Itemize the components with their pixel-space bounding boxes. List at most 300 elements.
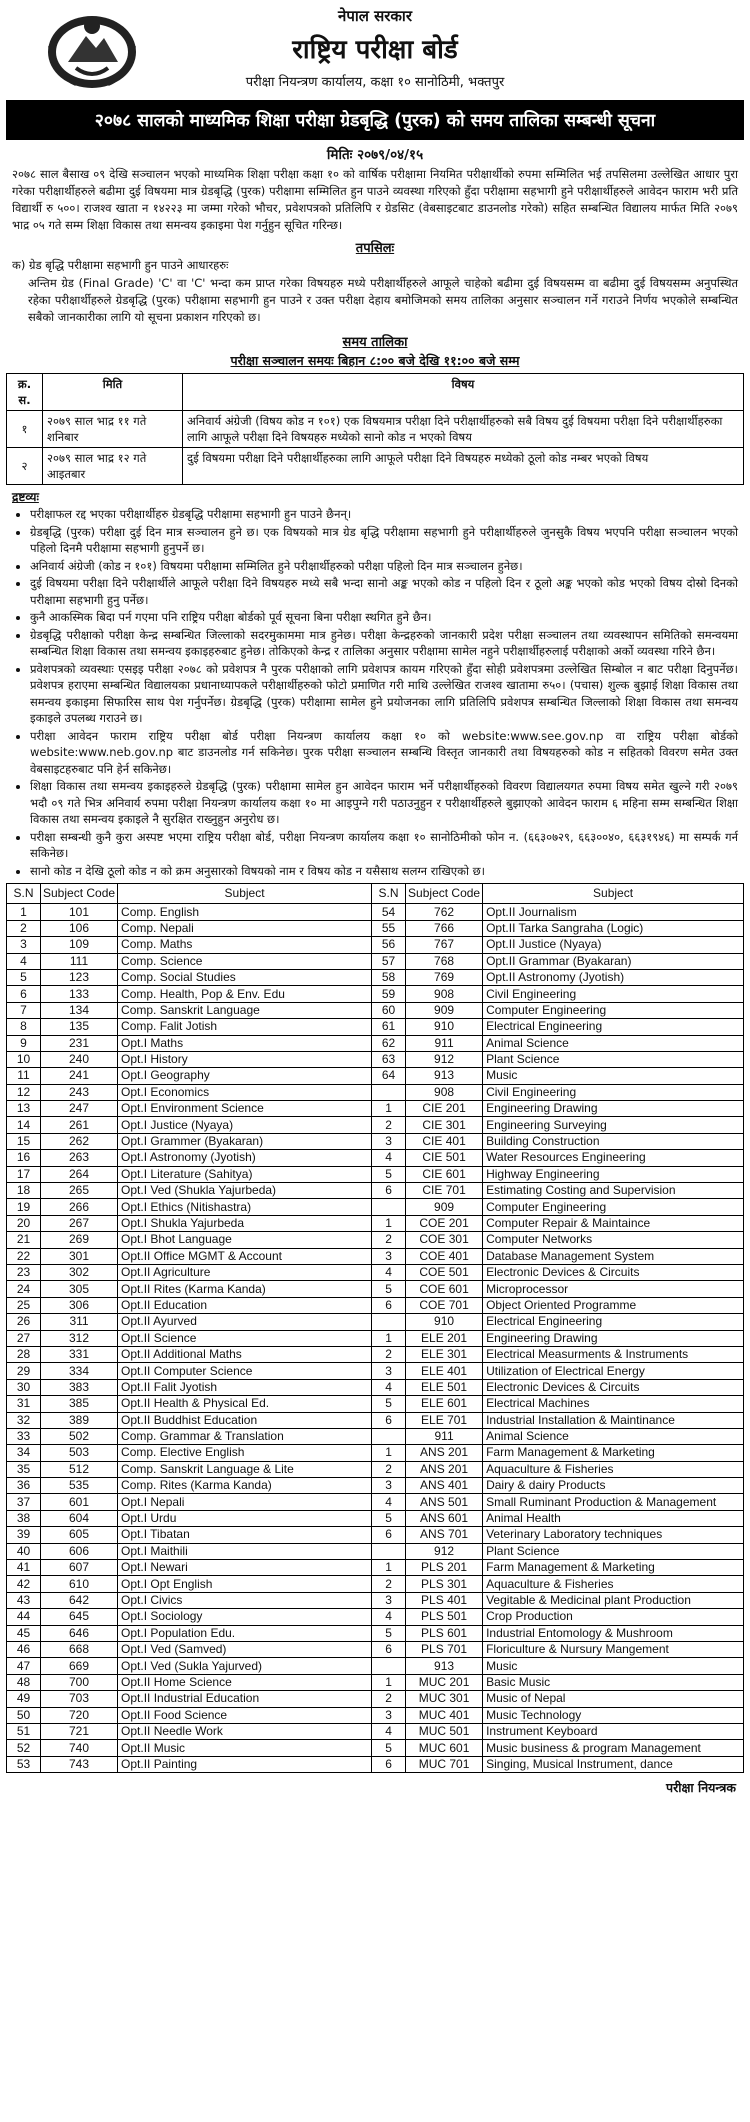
office-address: परीक्षा नियन्त्रण कार्यालय, कक्षा १० सानोठिमी, भक्तपुर [245, 75, 505, 90]
cell-subject-name: Engineering Drawing [483, 1330, 744, 1346]
cell-sn: 50 [7, 1707, 41, 1723]
header-subject: Subject [483, 884, 744, 904]
cell-sn: 45 [7, 1625, 41, 1641]
table-row [7, 1461, 744, 1477]
note-item: • ग्रेडबृद्धि परीक्षाको परीक्षा केन्द्र सम्बन्धित जिल्लाको सदरमुकाममा मात्र हुनेछ। परीक्षा केन्द्रहरुको जानकारी प्रदेश परीक्षा सञ्चालन तथा व्यवस्थापन समितिको समन्वयमा सम्बन्धित शिक्षा विकास तथा समन्वय इकाइहरुबाट हुनेछ। तोकिएको केन्द्र र तालिका अनुसार परीक्षामा सामेल नहुने परीक्षार्थीहरुलाई परीक्षाको अर्को व्यवस्था गरिने छैन। [30, 627, 738, 660]
table-row [7, 1133, 744, 1149]
nepal-emblem-icon [46, 6, 138, 90]
cell-subject-name: Opt.II Home Science [118, 1674, 372, 1690]
cell-subject-code: 306 [41, 1297, 118, 1313]
cell-sn: 4 [372, 1379, 406, 1395]
cell-subject-code: 512 [41, 1461, 118, 1477]
cell-sn: 6 [372, 1412, 406, 1428]
cell-subject-code: 911 [406, 1035, 483, 1051]
subject-table-body [7, 904, 744, 1773]
cell-sn: 40 [7, 1543, 41, 1559]
cell-subject-code: 301 [41, 1248, 118, 1264]
cell-subject-code: 700 [41, 1674, 118, 1690]
cell-subject-code: PLS 401 [406, 1592, 483, 1608]
schedule-sn: २ [7, 448, 43, 485]
cell-sn: 1 [372, 1560, 406, 1576]
cell-subject-code: 134 [41, 1002, 118, 1018]
note-item: • परीक्षा सम्बन्धी कुनै कुरा अस्पष्ट भएमा राष्ट्रिय परीक्षा बोर्ड, परीक्षा नियन्त्रण कार्यालय कक्षा १० सानोठिमीको फोन न. (६६३०७२९, ६६३००४०, ६६३१९४६) मा सम्पर्क गर्न सकिनेछ। [30, 829, 738, 862]
cell-sn: 8 [7, 1019, 41, 1035]
table-row [7, 1428, 744, 1444]
cell-subject-code: PLS 501 [406, 1609, 483, 1625]
cell-sn: 2 [372, 1232, 406, 1248]
cell-sn [372, 1314, 406, 1330]
cell-subject-name: Comp. Rites (Karma Kanda) [118, 1478, 372, 1494]
cell-subject-name: Opt.I Shukla Yajurbeda [118, 1215, 372, 1231]
cell-subject-code: PLS 601 [406, 1625, 483, 1641]
table-row [7, 969, 744, 985]
cell-subject-code: 908 [406, 1084, 483, 1100]
cell-sn: 5 [372, 1510, 406, 1526]
cell-sn: 33 [7, 1428, 41, 1444]
cell-subject-code: 261 [41, 1117, 118, 1133]
cell-subject-name: Opt.I Justice (Nyaya) [118, 1117, 372, 1133]
cell-sn: 16 [7, 1150, 41, 1166]
cell-subject-name: Opt.I Ved (Samved) [118, 1641, 372, 1657]
cell-subject-code: 231 [41, 1035, 118, 1051]
cell-subject-code: ELE 701 [406, 1412, 483, 1428]
schedule-time: परीक्षा सञ्चालन समयः बिहान ८:०० बजे देखि ११:०० बजे सम्म [230, 353, 520, 368]
cell-subject-code: 908 [406, 986, 483, 1002]
cell-sn: 48 [7, 1674, 41, 1690]
cell-subject-code: MUC 401 [406, 1707, 483, 1723]
cell-sn: 63 [372, 1051, 406, 1067]
cell-subject-code: ELE 301 [406, 1346, 483, 1362]
cell-subject-code: MUC 501 [406, 1723, 483, 1739]
cell-subject-code: 610 [41, 1576, 118, 1592]
notes-list [6, 506, 744, 879]
cell-subject-name: Electrical Engineering [483, 1314, 744, 1330]
note-item: • कुनै आकस्मिक बिदा पर्न गएमा पनि राष्ट्रिय परीक्षा बोर्डको पूर्व सूचना बिना परीक्षा स्थगित हुने छैन। [30, 609, 738, 626]
table-row [7, 1379, 744, 1395]
table-row [7, 1117, 744, 1133]
cell-sn: 1 [372, 1445, 406, 1461]
cell-subject-code: CIE 501 [406, 1150, 483, 1166]
tapsil-heading: तपसिलः [355, 241, 395, 256]
cell-subject-code: 263 [41, 1150, 118, 1166]
cell-subject-name: Opt.I Newari [118, 1560, 372, 1576]
cell-subject-name: Basic Music [483, 1674, 744, 1690]
cell-subject-code: MUC 601 [406, 1740, 483, 1756]
table-row [7, 1576, 744, 1592]
cell-subject-name: Building Construction [483, 1133, 744, 1149]
cell-subject-code: 535 [41, 1478, 118, 1494]
cell-subject-name: Opt.II Tarka Sangraha (Logic) [483, 920, 744, 936]
cell-subject-code: ELE 601 [406, 1396, 483, 1412]
cell-sn: 3 [372, 1592, 406, 1608]
cell-subject-name: Farm Management & Marketing [483, 1560, 744, 1576]
cell-sn: 2 [372, 1576, 406, 1592]
cell-sn: 4 [372, 1150, 406, 1166]
cell-sn: 24 [7, 1281, 41, 1297]
header-subject-code: Subject Code [41, 884, 118, 904]
cell-subject-code: 389 [41, 1412, 118, 1428]
cell-sn: 53 [7, 1756, 41, 1772]
note-item: • सानो कोड न देखि ठूलो कोड न को क्रम अनुसारको विषयको नाम र विषय कोड न यसैसाथ सलग्न राखिएको छ। [30, 863, 738, 880]
cell-subject-name: Music business & program Management [483, 1740, 744, 1756]
cell-subject-code: COE 201 [406, 1215, 483, 1231]
cell-sn: 60 [372, 1002, 406, 1018]
cell-subject-code: 241 [41, 1068, 118, 1084]
table-row [7, 1691, 744, 1707]
schedule-subject: अनिवार्य अंग्रेजी (विषय कोड न १०१) एक विषयमात्र परीक्षा दिने परीक्षार्थीहरुको सबै विषय दुई विषयमा परीक्षा दिने परीक्षार्थीहरुका लागि आफूले परीक्षा दिने विषयहरु मध्येको सानो कोड न भएको विषय [183, 411, 744, 448]
cell-sn: 14 [7, 1117, 41, 1133]
cell-subject-name: Music of Nepal [483, 1691, 744, 1707]
cell-subject-code: 133 [41, 986, 118, 1002]
cell-subject-code: PLS 201 [406, 1560, 483, 1576]
cell-sn: 43 [7, 1592, 41, 1608]
cell-subject-code: COE 401 [406, 1248, 483, 1264]
cell-sn: 5 [372, 1281, 406, 1297]
cell-sn: 32 [7, 1412, 41, 1428]
cell-subject-code: 265 [41, 1183, 118, 1199]
cell-subject-name: Music Technology [483, 1707, 744, 1723]
cell-sn: 1 [7, 904, 41, 920]
cell-sn: 6 [372, 1641, 406, 1657]
note-item: • प्रवेशपत्रको व्यवस्थाः एसइइ परीक्षा २०७८ को प्रवेशपत्र नै पुरक परीक्षाको लागि प्रवेशपत्र कायम गरिएको हुँदा सोही प्रवेशपत्रमा उल्लेखित सिम्बोल न बाट परीक्षा दिनुपर्नेछ। प्रवेशपत्र हराएमा सम्बन्धित विद्यालयका प्रधानाध्यापकले परीक्षार्थीहरुको फोटो प्रमाणित गरी माथि उल्लेखित राजश्व खातामा रु५०। (पचास) शुल्क बुझाई शिक्षा विकास तथा समन्वय इकाइमा सिफारिस साथ पेश गर्नुपर्नेछ। ग्रेडबृद्धि (पुरक) परीक्षामा सामेल हुने प्रयोजनका लागि प्रतिलिपि प्रवेशपत्र सम्बन्धित जिल्लाको शिक्षा विकास तथा समन्वय इकाइले उपलब्ध गराउने छ। [30, 661, 738, 727]
table-row [7, 1625, 744, 1641]
cell-subject-name: Veterinary Laboratory techniques [483, 1527, 744, 1543]
cell-sn: 35 [7, 1461, 41, 1477]
cell-subject-code: 305 [41, 1281, 118, 1297]
cell-subject-name: Opt.II Food Science [118, 1707, 372, 1723]
cell-subject-code: CIE 401 [406, 1133, 483, 1149]
table-row [7, 1592, 744, 1608]
cell-sn: 4 [372, 1264, 406, 1280]
cell-subject-code: 266 [41, 1199, 118, 1215]
cell-subject-name: Computer Engineering [483, 1002, 744, 1018]
cell-subject-code: ANS 701 [406, 1527, 483, 1543]
table-row [7, 904, 744, 920]
cell-subject-name: Comp. Science [118, 953, 372, 969]
cell-subject-name: Civil Engineering [483, 1084, 744, 1100]
schedule-table [6, 373, 744, 485]
cell-sn: 1 [372, 1330, 406, 1346]
cell-sn: 57 [372, 953, 406, 969]
cell-sn: 52 [7, 1740, 41, 1756]
table-row [7, 1314, 744, 1330]
cell-sn: 55 [372, 920, 406, 936]
criteria-paragraph: अन्तिम ग्रेड (Final Grade) 'C' वा 'C' भन्दा कम प्राप्त गरेका विषयहरु मध्ये परीक्षार्थीहरुले आफूले चाहेको बढीमा दुई विषयसम्म वा बढीमा दुई विषयसम्म अनुपस्थित रहेका परीक्षार्थीहरुले ग्रेडबृद्धि (पुरक) परीक्षामा सहभागी हुन पाउने र उक्त परीक्षा देहाय बमोजिमको समय तालिका अनुसार सञ्चालन गर्ने गराउने निर्णय भएकोले सम्बन्धित सबैको जानकारीका लागि यो सूचना प्रकाशन गरिएको छ। [28, 276, 738, 324]
schedule-sn: १ [7, 411, 43, 448]
cell-sn: 28 [7, 1346, 41, 1362]
cell-subject-code: 669 [41, 1658, 118, 1674]
cell-sn: 9 [7, 1035, 41, 1051]
cell-sn: 47 [7, 1658, 41, 1674]
cell-subject-code: ANS 201 [406, 1461, 483, 1477]
cell-subject-name: Opt.II Music [118, 1740, 372, 1756]
cell-sn: 1 [372, 1101, 406, 1117]
cell-subject-name: Comp. Nepali [118, 920, 372, 936]
cell-sn: 61 [372, 1019, 406, 1035]
table-row [7, 1150, 744, 1166]
cell-subject-code: 768 [406, 953, 483, 969]
cell-subject-code: 312 [41, 1330, 118, 1346]
header-subject-code: Subject Code [406, 884, 483, 904]
cell-subject-code: CIE 201 [406, 1101, 483, 1117]
header-sn: S.N [372, 884, 406, 904]
cell-subject-code: 503 [41, 1445, 118, 1461]
table-row [7, 1068, 744, 1084]
cell-subject-name: Object Oriented Programme [483, 1297, 744, 1313]
cell-sn: 44 [7, 1609, 41, 1625]
cell-sn: 2 [372, 1117, 406, 1133]
cell-subject-name: Opt.II Buddhist Education [118, 1412, 372, 1428]
cell-subject-name: Comp. Social Studies [118, 969, 372, 985]
cell-subject-name: Comp. Health, Pop & Env. Edu [118, 986, 372, 1002]
cell-subject-name: Animal Science [483, 1428, 744, 1444]
cell-sn: 25 [7, 1297, 41, 1313]
cell-subject-name: Opt.I Nepali [118, 1494, 372, 1510]
table-row [7, 953, 744, 969]
cell-subject-name: Electrical Machines [483, 1396, 744, 1412]
table-row [7, 1494, 744, 1510]
cell-subject-code: PLS 701 [406, 1641, 483, 1657]
schedule-header-date: मिति [43, 374, 183, 411]
signature: परीक्षा नियन्त्रक [666, 1780, 736, 1796]
cell-sn: 12 [7, 1084, 41, 1100]
table-row [7, 1297, 744, 1313]
cell-subject-code: 606 [41, 1543, 118, 1559]
note-item: • परीक्षा आवेदन फाराम राष्ट्रिय परीक्षा बोर्ड परीक्षा नियन्त्रण कार्यालय कक्षा १० को website:www.see.gov.np वा राष्ट्रिय परीक्षा बोर्डको website:www.neb.gov.np बाट डाउनलोड गर्न सकिनेछ। पुरक परीक्षा सञ्चालन सम्बन्धि विस्तृत जानकारी तथा विषयहरुको कोड न सहितको विवरण समेत उक्त वेबसाइटहरुबाट पनि हेर्न सकिनेछ। [30, 728, 738, 778]
cell-subject-name: Comp. English [118, 904, 372, 920]
cell-sn: 5 [372, 1740, 406, 1756]
note-item: • ग्रेडबृद्धि (पुरक) परीक्षा दुई दिन मात्र सञ्चालन हुने छ। एक विषयको मात्र ग्रेड बृद्धि परीक्षामा सहभागी हुने परीक्षार्थीहरुले जुनसुकै विषय भएपनि परीक्षा सञ्चालन भएको पहिलो दिनमै परीक्षामा सहभागी हुनुपर्ने छ। [30, 524, 738, 557]
cell-sn: 29 [7, 1363, 41, 1379]
cell-subject-code: COE 601 [406, 1281, 483, 1297]
cell-sn [372, 1199, 406, 1215]
cell-subject-name: Opt.I Geography [118, 1068, 372, 1084]
cell-subject-code: 247 [41, 1101, 118, 1117]
table-row [7, 1084, 744, 1100]
cell-subject-code: 913 [406, 1658, 483, 1674]
cell-subject-name: Opt.I Astronomy (Jyotish) [118, 1150, 372, 1166]
schedule-date: २०७९ साल भाद्र ११ गते शनिबार [43, 411, 183, 448]
cell-subject-code: 101 [41, 904, 118, 920]
cell-subject-code: 502 [41, 1428, 118, 1444]
cell-subject-code: 331 [41, 1346, 118, 1362]
cell-subject-code: ANS 501 [406, 1494, 483, 1510]
cell-subject-code: 646 [41, 1625, 118, 1641]
cell-subject-name: Database Management System [483, 1248, 744, 1264]
cell-subject-name: Highway Engineering [483, 1166, 744, 1182]
cell-subject-name: Opt.I History [118, 1051, 372, 1067]
cell-sn: 46 [7, 1641, 41, 1657]
table-row [7, 1101, 744, 1117]
cell-subject-name: Engineering Drawing [483, 1101, 744, 1117]
cell-sn: 11 [7, 1068, 41, 1084]
table-row [7, 1445, 744, 1461]
cell-sn: 3 [372, 1478, 406, 1494]
cell-subject-code: CIE 601 [406, 1166, 483, 1182]
cell-subject-code: ANS 201 [406, 1445, 483, 1461]
cell-subject-name: Estimating Costing and Supervision [483, 1183, 744, 1199]
cell-subject-code: 740 [41, 1740, 118, 1756]
cell-subject-code: 703 [41, 1691, 118, 1707]
schedule-header-sn: क्र. स. [7, 374, 43, 411]
table-row [7, 1166, 744, 1182]
table-row [7, 1560, 744, 1576]
cell-subject-name: Music [483, 1068, 744, 1084]
table-row [7, 1527, 744, 1543]
cell-subject-name: Industrial Installation & Maintinance [483, 1412, 744, 1428]
table-row [7, 1723, 744, 1739]
cell-subject-name: Opt.I Sociology [118, 1609, 372, 1625]
cell-subject-code: 743 [41, 1756, 118, 1772]
cell-subject-code: ANS 401 [406, 1478, 483, 1494]
cell-subject-code: ELE 501 [406, 1379, 483, 1395]
schedule-subject: दुई विषयमा परीक्षा दिने परीक्षार्थीहरुका लागि आफूले परीक्षा दिने विषयहरु मध्येको ठूलो कोड नम्बर भएको विषय [183, 448, 744, 485]
cell-sn: 6 [7, 986, 41, 1002]
cell-subject-name: Opt.I Ved (Shukla Yajurbeda) [118, 1183, 372, 1199]
cell-subject-name: Opt.II Computer Science [118, 1363, 372, 1379]
cell-subject-code: 111 [41, 953, 118, 969]
cell-subject-code: 769 [406, 969, 483, 985]
table-row [7, 1609, 744, 1625]
table-row [7, 1363, 744, 1379]
cell-subject-code: 642 [41, 1592, 118, 1608]
cell-subject-name: Microprocessor [483, 1281, 744, 1297]
cell-subject-name: Animal Science [483, 1035, 744, 1051]
intro-paragraph: २०७८ साल बैसाख ०९ देखि सञ्चालन भएको माध्यमिक शिक्षा परीक्षा कक्षा १० को वार्षिक परीक्षामा नियमित परीक्षार्थीको रुपमा सम्मिलित भई तपसिलमा उल्लेखित आधार पुरा गरेका परीक्षार्थीहरुले बढीमा दुई विषयमा मात्र ग्रेडबृद्धि (पुरक) परीक्षामा सम्मिलित हुन पाउने व्यवस्था गरिएको हुँदा परीक्षामा सहभागी हुने परीक्षार्थीहरुले आवेदन फाराम भरी प्रति विद्यार्थी रु ५००। राजश्व खाता न १४२२३ मा जम्मा गरेको भौचर, प्रवेशपत्रको प्रतिलिपि र ग्रेडसिट (वेबसाइटबाट डाउनलोड गरेको) सहित सम्बन्धित विद्यालय मार्फत मिति २०७९ भाद्र ०५ गते सम्म शिक्षा विकास तथा समन्वय इकाइमा पेश गर्नुहुन सूचित गरिन्छ। [12, 167, 738, 232]
cell-subject-name: Farm Management & Marketing [483, 1445, 744, 1461]
cell-sn: 6 [372, 1527, 406, 1543]
cell-subject-name: Opt.II Justice (Nyaya) [483, 937, 744, 953]
cell-subject-code: 269 [41, 1232, 118, 1248]
cell-subject-code: 607 [41, 1560, 118, 1576]
note-item: • दुई विषयमा परीक्षा दिने परीक्षार्थीले आफूले परीक्षा दिने विषयहरु मध्ये सबै भन्दा सानो अङ्क भएको कोड न पहिलो दिन र ठूलो अङ्क भएको कोड भएको विषय दोस्रो दिनको परीक्षामा सहभागी हुनु पर्नेछ। [30, 575, 738, 608]
cell-subject-name: Opt.II Science [118, 1330, 372, 1346]
cell-sn: 7 [7, 1002, 41, 1018]
note-item: • अनिवार्य अंग्रेजी (कोड न १०१) विषयमा परीक्षामा सम्मिलित हुने परीक्षार्थीहरुको परीक्षा पहिलो दिन मात्र सञ्चालन हुनेछ। [30, 558, 738, 575]
cell-subject-name: Opt.II Ayurved [118, 1314, 372, 1330]
cell-sn: 2 [372, 1346, 406, 1362]
cell-subject-code: 267 [41, 1215, 118, 1231]
cell-sn: 5 [372, 1166, 406, 1182]
note-item: • परीक्षाफल रद्द भएका परीक्षार्थीहरु ग्रेडबृद्धि परीक्षामा सहभागी हुन पाउने छैनन्। [30, 506, 738, 523]
cell-subject-name: Opt.I Literature (Sahitya) [118, 1166, 372, 1182]
cell-subject-name: Opt.II Astronomy (Jyotish) [483, 969, 744, 985]
cell-subject-code: MUC 301 [406, 1691, 483, 1707]
cell-subject-name: Electrical Measurments & Instruments [483, 1346, 744, 1362]
cell-subject-name: Opt.I Ved (Sukla Yajurved) [118, 1658, 372, 1674]
table-row [7, 1740, 744, 1756]
notice-title-banner: २०७८ सालको माध्यमिक शिक्षा परीक्षा ग्रेडबृद्धि (पुरक) को समय तालिका सम्बन्धी सूचना [6, 100, 744, 140]
cell-subject-name: Music [483, 1658, 744, 1674]
cell-subject-name: Opt.II Rites (Karma Kanda) [118, 1281, 372, 1297]
table-row [7, 1035, 744, 1051]
table-row [7, 1346, 744, 1362]
notice-date: मितिः २०७९/०४/१५ [326, 147, 424, 163]
cell-sn: 4 [7, 953, 41, 969]
cell-subject-name: Comp. Grammar & Translation [118, 1428, 372, 1444]
cell-subject-code: 605 [41, 1527, 118, 1543]
cell-sn: 17 [7, 1166, 41, 1182]
cell-subject-name: Opt.II Education [118, 1297, 372, 1313]
cell-sn: 4 [372, 1609, 406, 1625]
cell-subject-name: Computer Networks [483, 1232, 744, 1248]
cell-subject-code: 721 [41, 1723, 118, 1739]
cell-subject-code: 311 [41, 1314, 118, 1330]
cell-subject-name: Industrial Entomology & Mushroom [483, 1625, 744, 1641]
cell-sn: 4 [372, 1494, 406, 1510]
cell-subject-name: Water Resources Engineering [483, 1150, 744, 1166]
cell-subject-name: Opt.II Grammar (Byakaran) [483, 953, 744, 969]
cell-sn [372, 1428, 406, 1444]
cell-subject-name: Opt.I Bhot Language [118, 1232, 372, 1248]
cell-sn: 3 [7, 937, 41, 953]
table-row [7, 1248, 744, 1264]
table-row [7, 1510, 744, 1526]
cell-subject-code: 909 [406, 1002, 483, 1018]
cell-sn [372, 1543, 406, 1559]
cell-sn: 6 [372, 1183, 406, 1199]
cell-subject-code: COE 301 [406, 1232, 483, 1248]
table-row [7, 1002, 744, 1018]
cell-subject-name: Opt.II Agriculture [118, 1264, 372, 1280]
table-row [7, 937, 744, 953]
cell-subject-name: Aquaculture & Fisheries [483, 1576, 744, 1592]
cell-subject-name: Opt.I Economics [118, 1084, 372, 1100]
cell-sn: 20 [7, 1215, 41, 1231]
cell-subject-name: Opt.II Additional Maths [118, 1346, 372, 1362]
cell-sn: 23 [7, 1264, 41, 1280]
table-row [7, 986, 744, 1002]
note-item: • शिक्षा विकास तथा समन्वय इकाइहरुले ग्रेडबृद्धि (पुरक) परीक्षामा सामेल हुन आवेदन फाराम भर्ने परीक्षार्थीहरुको विवरण विद्यालयगत रुपमा विषय समेत खुल्ने गरी २०७९ भदौ ०९ गते भित्र अनिवार्य रुपमा परीक्षा नियन्त्रण कार्यालय कक्षा १० मा आइपुग्ने गरी पठाउनुहुन र परीक्षार्थीहरुले बुझाएको आवेदन फाराम ६ महिना सम्म सम्बन्धित शिक्षा विकास तथा समन्वय इकाइले नै सुरक्षित राख्नुहुन अनुरोध छ। [30, 778, 738, 828]
cell-sn: 31 [7, 1396, 41, 1412]
cell-subject-code: 109 [41, 937, 118, 953]
schedule-header-row [7, 374, 744, 411]
cell-subject-name: Opt.II Journalism [483, 904, 744, 920]
notes-heading: द्रष्टव्यः [12, 490, 39, 504]
cell-sn: 3 [372, 1707, 406, 1723]
schedule-date: २०७९ साल भाद्र १२ गते आइतबार [43, 448, 183, 485]
cell-sn: 15 [7, 1133, 41, 1149]
table-row [7, 1412, 744, 1428]
cell-subject-code: 262 [41, 1133, 118, 1149]
cell-sn: 59 [372, 986, 406, 1002]
cell-subject-code: 909 [406, 1199, 483, 1215]
table-row [7, 1543, 744, 1559]
cell-subject-name: Opt.I Population Edu. [118, 1625, 372, 1641]
cell-sn: 2 [372, 1691, 406, 1707]
cell-subject-name: Opt.II Needle Work [118, 1723, 372, 1739]
cell-subject-code: CIE 301 [406, 1117, 483, 1133]
cell-subject-code: 243 [41, 1084, 118, 1100]
table-row [7, 1330, 744, 1346]
cell-sn: 49 [7, 1691, 41, 1707]
cell-subject-name: Vegitable & Medicinal plant Production [483, 1592, 744, 1608]
cell-subject-code: CIE 701 [406, 1183, 483, 1199]
cell-subject-code: MUC 201 [406, 1674, 483, 1690]
cell-sn: 4 [372, 1723, 406, 1739]
cell-subject-code: ANS 601 [406, 1510, 483, 1526]
cell-sn: 34 [7, 1445, 41, 1461]
cell-subject-name: Comp. Sanskrit Language [118, 1002, 372, 1018]
cell-subject-code: 911 [406, 1428, 483, 1444]
cell-subject-name: Floriculture & Nursury Mangement [483, 1641, 744, 1657]
cell-subject-code: 240 [41, 1051, 118, 1067]
subject-code-table [6, 883, 744, 1773]
header-subject: Subject [118, 884, 372, 904]
cell-subject-code: 123 [41, 969, 118, 985]
cell-sn: 54 [372, 904, 406, 920]
cell-subject-name: Opt.I Environment Science [118, 1101, 372, 1117]
